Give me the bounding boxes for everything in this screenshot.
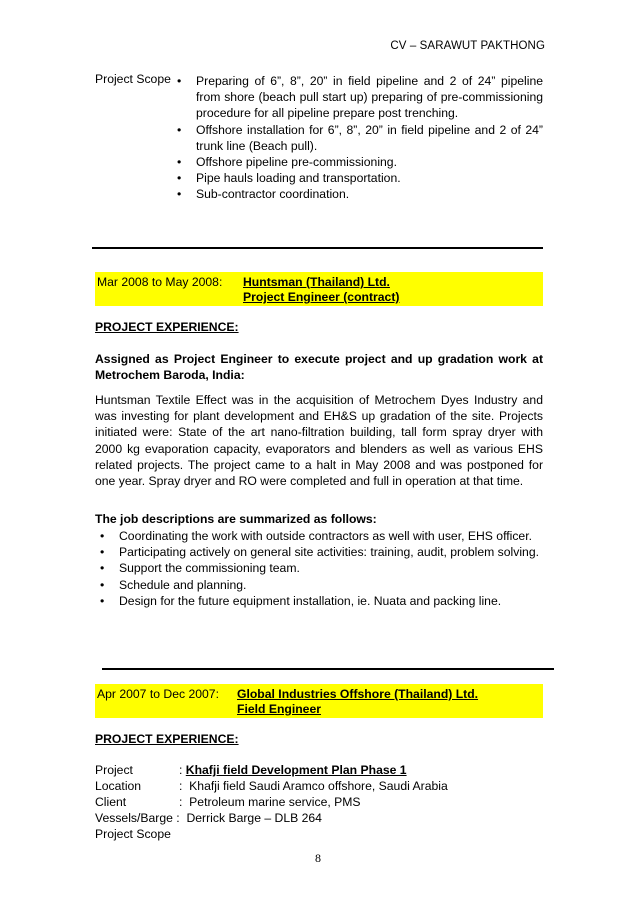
vessels-key: Vessels/Barge bbox=[95, 811, 173, 825]
vessels-row: Vessels/Barge : Derrick Barge – DLB 264 bbox=[95, 811, 322, 825]
project-scope-label: Project Scope bbox=[95, 72, 171, 86]
duties-list bbox=[100, 528, 543, 609]
location-value: Khafji field Saudi Aramco offshore, Saudi Arabia bbox=[189, 779, 448, 793]
list-item: • Sub-contractor coordination. bbox=[177, 186, 543, 202]
client-key: Client bbox=[95, 795, 127, 809]
client-value: Petroleum marine service, PMS bbox=[189, 795, 361, 809]
location-key: Location bbox=[95, 779, 142, 793]
project-scope-label: Project Scope bbox=[95, 827, 171, 841]
duties-heading: The job descriptions are summarized as follows: bbox=[95, 512, 377, 526]
job-company: Global Industries Offshore (Thailand) Ltd. bbox=[237, 687, 479, 701]
section-divider bbox=[102, 668, 554, 670]
project-experience-heading: PROJECT EXPERIENCE: bbox=[95, 732, 239, 746]
project-row: Project : Khafji field Development Plan Phase 1 bbox=[95, 763, 407, 777]
project-value: Khafji field Development Plan Phase 1 bbox=[185, 763, 407, 777]
job-company: Huntsman (Thailand) Ltd. bbox=[243, 275, 390, 289]
client-row: Client : Petroleum marine service, PMS bbox=[95, 795, 361, 809]
job-header-band bbox=[95, 272, 543, 306]
list-item: • Support the commissioning team. bbox=[100, 560, 543, 576]
location-row: Location : Khafji field Saudi Aramco offshore, Saudi Arabia bbox=[95, 779, 448, 793]
list-item: • Schedule and planning. bbox=[100, 577, 543, 593]
list-item: • Pipe hauls loading and transportation. bbox=[177, 170, 543, 186]
job-description: Huntsman Textile Effect was in the acquisition of Metrochem Dyes Industry and was investing for plant development and EH&S up gradation of the site. Projects initiated were: State of the art nano-filtration building, tall form spray dryer with 2000 kg evaporation capacity, evaporators and blenders as well as various EHS related projects. The project came to a halt in May 2008 and was postponed for one year. Spray dryer and RO were completed and full in operation at that time. bbox=[95, 393, 543, 489]
job-role: Project Engineer (contract) bbox=[243, 290, 400, 304]
page-header: CV – SARAWUT PAKTHONG bbox=[390, 40, 545, 52]
project-experience-heading: PROJECT EXPERIENCE: bbox=[95, 320, 239, 334]
project-key: Project bbox=[95, 763, 133, 777]
vessels-value: Derrick Barge – DLB 264 bbox=[186, 811, 322, 825]
section-divider bbox=[92, 247, 543, 249]
list-item: • Preparing of 6”, 8”, 20” in field pipeline and 2 of 24” pipeline from shore (beach pull start up) preparing of pre-commissioning procedure for all pipeline prepare post trenching. bbox=[177, 73, 543, 122]
project-scope-list bbox=[177, 73, 543, 203]
page-number: 8 bbox=[315, 851, 321, 865]
job-role: Field Engineer bbox=[237, 702, 321, 716]
list-item: • Offshore installation for 6”, 8”, 20” in field pipeline and 2 of 24” trunk line (Beach pull). bbox=[177, 122, 543, 154]
list-item: • Participating actively on general site activities: training, audit, problem solving. bbox=[100, 544, 543, 560]
job-header-band bbox=[95, 684, 543, 718]
assignment-text: Assigned as Project Engineer to execute project and up gradation work at Metrochem Baroda, India: bbox=[95, 352, 543, 383]
list-item: • Offshore pipeline pre-commissioning. bbox=[177, 154, 543, 170]
list-item: • Design for the future equipment installation, ie. Nuata and packing line. bbox=[100, 593, 543, 609]
list-item: • Coordinating the work with outside contractors as well with user, EHS officer. bbox=[100, 528, 543, 544]
job-date: Apr 2007 to Dec 2007: bbox=[97, 687, 219, 701]
job-date: Mar 2008 to May 2008: bbox=[97, 275, 223, 289]
